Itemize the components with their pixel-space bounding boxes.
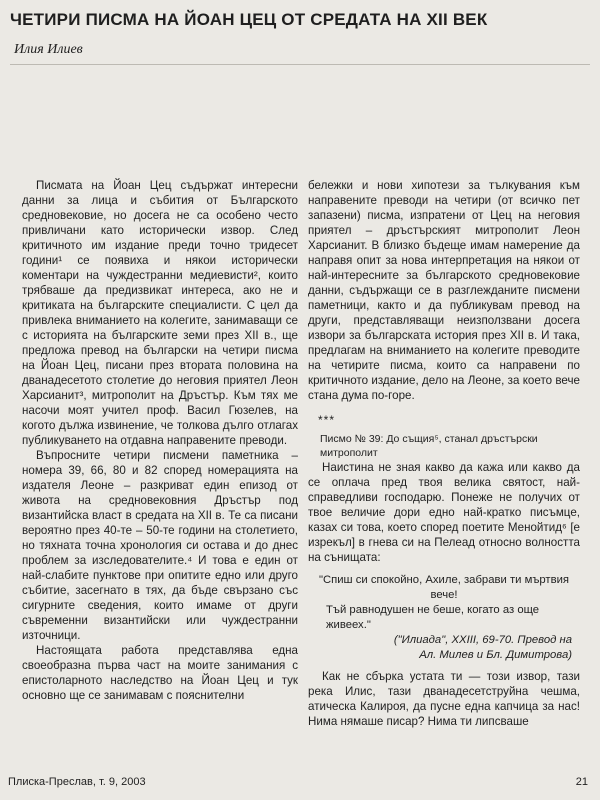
quote-line-2: Тъй равнодушен не беше, когато аз още живеех." (326, 604, 540, 631)
quote-source-1: ("Илиада", XXIII, 69-70. Превод на (393, 634, 572, 646)
left-column (22, 178, 298, 703)
journal-citation: Плиска-Преслав, т. 9, 2003 (8, 776, 146, 788)
left-paragraph-1: Писмата на Йоан Цец съдържат интересни данни за лица и събития от Българското средновековие, но досега не са особено често привличани като исторически извор. След критичното им издание преди точно тридесет години¹ се появиха и някои исторически коментари на чуждестранни медиевисти², които трябваше да предизвикат интереса, ако не и критиката на българските специалисти. С цел да привлека вниманието на колегите, занимаващи се с историята на българските земи през XII в., ще предложа превод на български на четири писма на Йоан Цец, писани през втората половина на дванадесетото столетие до неговия приятел Леон Харсианит³, митрополит на Дръстър. Към тях ме насочи моят учител проф. Васил Гюзелев, на когото дължа извинение, че толкова дълго отлагах публикуването на отдавна направените преводи. (22, 179, 298, 447)
letter-heading: Писмо № 39: До същия⁵, станал дръстърски митрополит (320, 433, 538, 459)
left-paragraph-2: Въпросните четири писмени паметника – номера 39, 66, 80 и 82 според номерацията на издателя Леоне – разкриват един епизод от живота на средновековния Дръстър под византийска власт в средата на XII в. Те са писани вероятно през 40-те – 50-те години на столетието, но тяхната точна хронология си остава и до днес проблем за изследователите.⁴ И това е един от най-слабите пунктове при опитите едно или друго събитие, засегнато в тях, да бъде свързано със сигурните сведения, които имаме от други съвременни византийски или чуждестранни източници. (22, 449, 298, 642)
quote-source-2: Ал. Милев и Бл. Димитрова) (419, 649, 572, 661)
article-author: Илия Илиев (14, 42, 83, 57)
right-column (308, 178, 580, 729)
section-separator: *** (318, 413, 336, 427)
right-paragraph-2: Наистина не зная какво да кажа или какво да се оплача пред твоя велика святост, най-справедливи господарю. Понеже не получих от твое величие дори едно най-кратко писъмце, казах си това, което според поетите Менойтид⁶ [е изрекъл] в гнева си на Пелеад относно волността на сънищата: (308, 461, 580, 564)
page-number: 21 (575, 776, 588, 788)
article-title: ЧЕТИРИ ПИСМА НА ЙОАН ЦЕЦ ОТ СРЕДАТА НА XII ВЕК (10, 10, 488, 29)
right-paragraph-1: бележки и нови хипотези за тълкувания към направените преводи на четири (от всичко пет запазени) писма, изпратени от Цец на неговия приятел – дръстърският митрополит Леон Харсианит. В близко бъдеще имам намерение да направя опит за нова интерпретация на някои от най-интересните за българското средновековие данни, съдържащи се в разглежданите писмени паметници, както и да публикувам превод на други, представляващи неизползвани досега извори за българската история през XII в. И така, предлагам на вниманието на колегите преводите на четирите писма, които са направени по критичното издание, дело на Леоне, за което вече стана дума по-горе. (308, 179, 580, 402)
quote-line-1: "Спиш си спокойно, Ахиле, забрави ти мъртвия вече! (318, 574, 570, 601)
right-paragraph-3: Как не сбърка устата ти — този извор, тази река Илис, тази дванадесетструйна чешма, атическа Калироя, да пусне една капчица за нас! Нима нямаше писар? Нима ти липсваше (308, 670, 580, 728)
header-divider (10, 64, 590, 65)
iliad-quote (308, 573, 580, 663)
left-paragraph-3: Настоящата работа представлява една своеобразна първа част на моите занимания с епистоларното наследство на Йоан Цец и тук основно ще се занимавам с пояснителни (22, 644, 298, 702)
